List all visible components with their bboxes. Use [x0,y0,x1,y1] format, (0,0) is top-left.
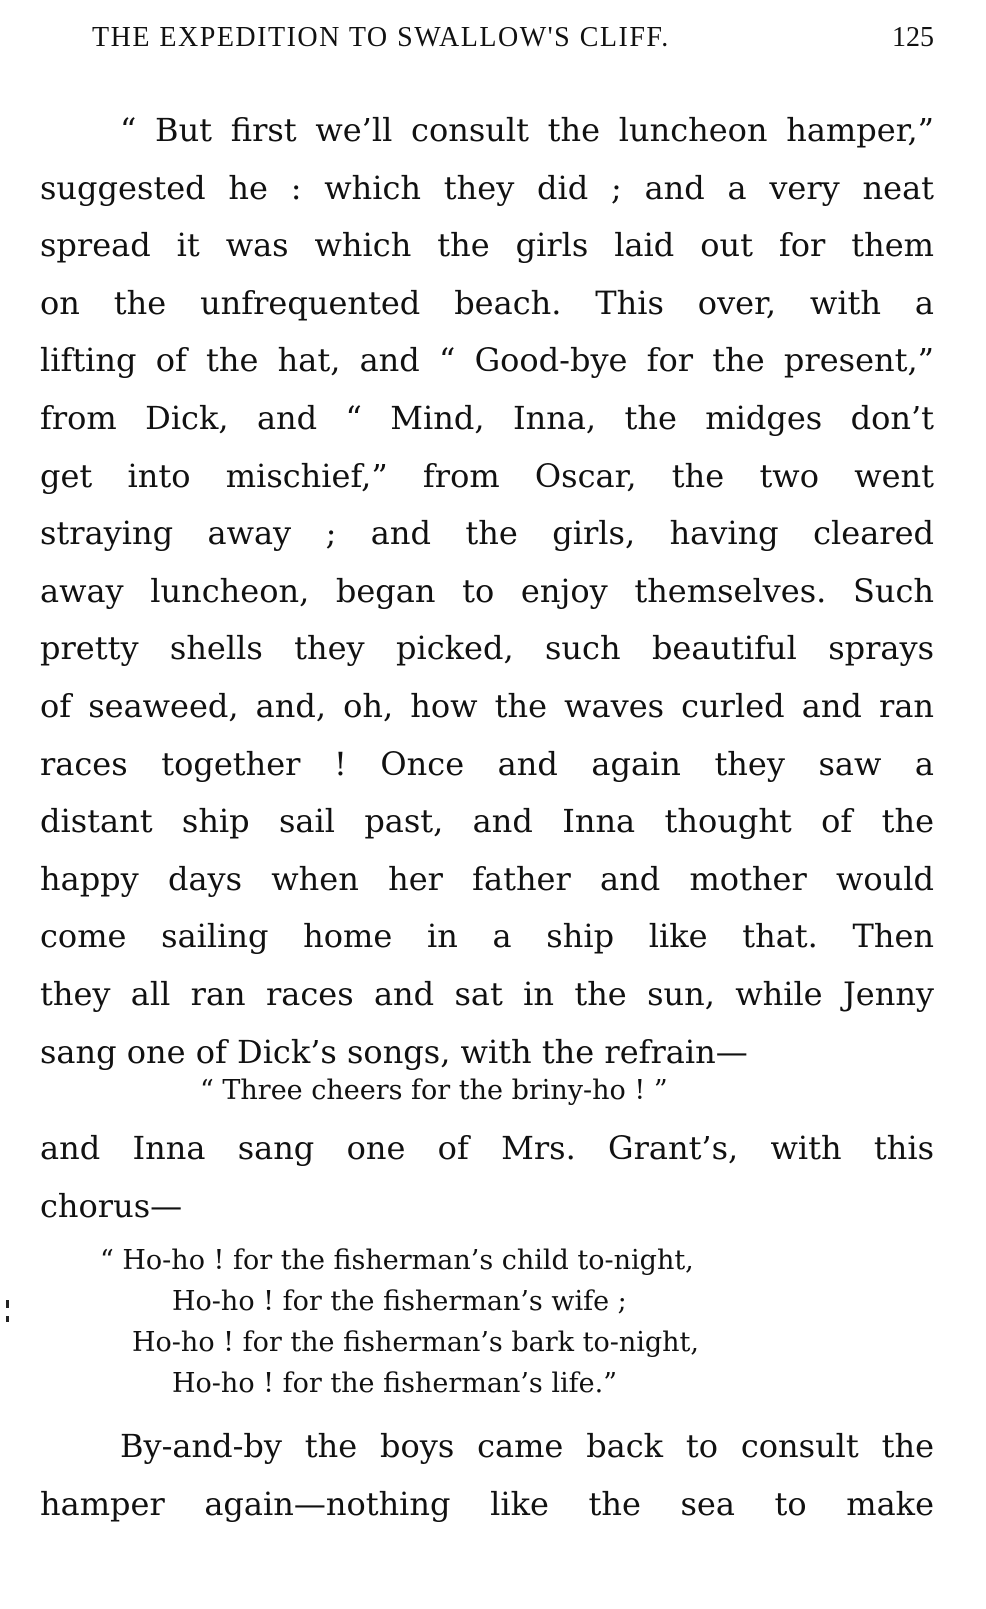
ink-speck [6,1300,9,1308]
verse-refrain: “ Three cheers for the briny-ho ! ” [200,1075,668,1106]
paragraph-1 [40,102,934,1081]
text-line: get into mischief,” from Oscar, the two went [40,456,934,495]
paragraph-3 [40,1418,934,1533]
paragraph-2 [40,1120,934,1235]
verse-chorus [40,1240,699,1404]
verse-line: Ho-ho ! for the fisherman’s wife ; [172,1286,627,1317]
ink-speck [6,1316,9,1322]
text-line: chorus— [40,1186,183,1225]
text-line: straying away ; and the girls, having cleared [40,514,934,553]
text-line: “ But first we’ll consult the luncheon hamper,” [120,111,934,149]
text-line: distant ship sail past, and Inna thought of the [40,802,934,841]
verse-line: Ho-ho ! for the fisherman’s life.” [172,1368,617,1399]
text-line: lifting of the hat, and “ Good-bye for the present,” [40,341,934,380]
text-line: they all ran races and sat in the sun, while Jenny [40,974,934,1013]
text-line: away luncheon, began to enjoy themselves. Such [40,571,934,610]
text-line: spread it was which the girls laid out for them [40,226,934,265]
verse-line: Ho-ho ! for the fisherman’s bark to-night, [132,1327,699,1358]
text-line: hamper again—nothing like the sea to make [40,1484,934,1523]
running-header [92,18,934,58]
text-line: suggested he : which they did ; and a very neat [40,168,934,207]
text-line: By-and-by the boys came back to consult the [120,1427,934,1465]
page-number: 125 [892,22,934,53]
text-line: on the unfrequented beach. This over, with a [40,283,934,322]
text-line: pretty shells they picked, such beautiful sprays [40,629,934,668]
text-line: and Inna sang one of Mrs. Grant’s, with this [40,1129,934,1167]
text-line: sang one of Dick’s songs, with the refrain— [40,1032,748,1071]
verse-line: “ Ho-ho ! for the fisherman’s child to-night, [100,1245,694,1276]
text-line: races together ! Once and again they saw a [40,744,934,783]
text-line: come sailing home in a ship like that. Then [40,917,934,956]
text-line: happy days when her father and mother would [40,859,934,898]
chapter-title: THE EXPEDITION TO SWALLOW'S CLIFF. [92,22,670,53]
text-line: of seaweed, and, oh, how the waves curled and ran [40,686,934,725]
text-line: from Dick, and “ Mind, Inna, the midges don’t [40,398,934,437]
